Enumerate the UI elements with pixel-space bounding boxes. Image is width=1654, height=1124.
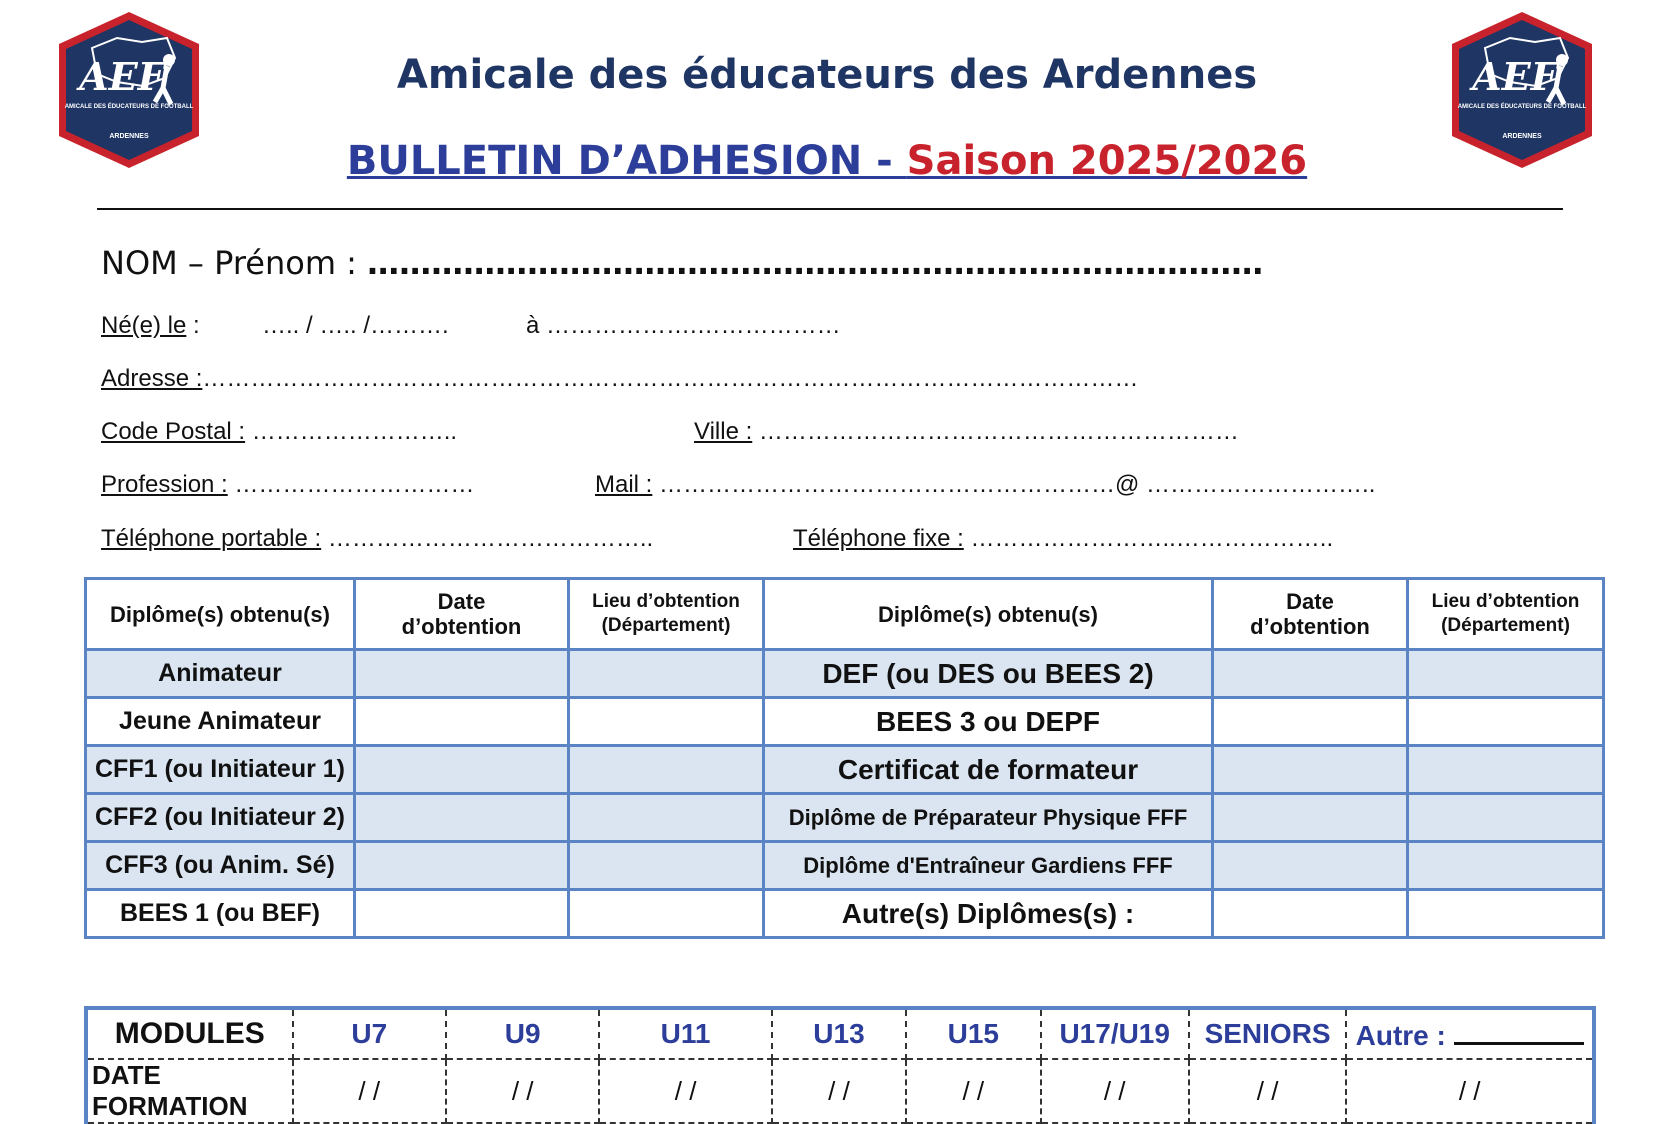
lieu-input-cell[interactable]	[569, 698, 764, 746]
adresse-label: Adresse :	[101, 365, 203, 392]
lieu-input-cell[interactable]	[569, 890, 764, 938]
lieu-input-cell[interactable]	[1408, 890, 1604, 938]
field-date-naissance[interactable]	[262, 312, 449, 340]
mail-label: Mail :	[595, 471, 653, 498]
ne-value: ….. / ….. /……….	[262, 312, 449, 339]
bulletin-prefix: BULLETIN D’ADHESION -	[346, 138, 907, 184]
diploma-cff2: CFF2 (ou Initiateur 2)	[86, 794, 355, 842]
field-telephone-fixe[interactable]	[793, 525, 1333, 553]
module-autre[interactable]: Autre :	[1346, 1008, 1594, 1059]
date-input-cell[interactable]	[355, 794, 569, 842]
svg-text:AEF: AEF	[1472, 54, 1558, 99]
table-row	[86, 842, 1604, 890]
tel-port-dots: …………………………………..	[321, 525, 654, 552]
module-u11: U11	[599, 1008, 771, 1059]
date-cell-u11[interactable]: / /	[599, 1059, 771, 1123]
lieu-input-cell[interactable]	[1408, 698, 1604, 746]
date-input-cell[interactable]	[1213, 890, 1408, 938]
date-input-cell[interactable]	[1213, 794, 1408, 842]
date-formation-label: DATE FORMATION	[86, 1059, 293, 1123]
lieu-input-cell[interactable]	[1408, 650, 1604, 698]
nom-prenom-label: NOM – Prénom :	[101, 244, 357, 282]
date-input-cell[interactable]	[355, 890, 569, 938]
diploma-animateur: Animateur	[86, 650, 355, 698]
diploma-cff1: CFF1 (ou Initiateur 1)	[86, 746, 355, 794]
field-lieu-naissance[interactable]	[526, 312, 841, 340]
date-cell-u17-u19[interactable]: / /	[1041, 1059, 1189, 1123]
header-date-right: Date d’obtention	[1213, 579, 1408, 650]
svg-text:AMICALE DES ÉDUCATEURS DE FOOT: AMICALE DES ÉDUCATEURS DE FOOTBALL	[64, 104, 194, 110]
table-row	[86, 698, 1604, 746]
module-u9: U9	[446, 1008, 599, 1059]
module-u17-u19: U17/U19	[1041, 1008, 1189, 1059]
diploma-bees3: BEES 3 ou DEPF	[764, 698, 1213, 746]
date-input-cell[interactable]	[355, 650, 569, 698]
diploma-certificat-formateur: Certificat de formateur	[764, 746, 1213, 794]
modules-date-row	[86, 1059, 1594, 1123]
diplomas-table	[84, 577, 1605, 939]
lieu-input-cell[interactable]	[1408, 842, 1604, 890]
date-input-cell[interactable]	[1213, 746, 1408, 794]
table-row	[86, 890, 1604, 938]
module-u13: U13	[772, 1008, 906, 1059]
date-input-cell[interactable]	[1213, 650, 1408, 698]
adresse-dots: ………………………………………………………………………………………………………	[202, 365, 1139, 392]
ne-label: Né(e) le	[101, 312, 187, 339]
lieu-input-cell[interactable]	[1408, 746, 1604, 794]
field-telephone-portable[interactable]	[101, 525, 653, 553]
tel-port-label: Téléphone portable :	[101, 525, 322, 552]
cp-label: Code Postal :	[101, 418, 246, 445]
mail-dots: …………………………………………………@ ………………………..	[652, 471, 1376, 498]
lieu-input-cell[interactable]	[569, 842, 764, 890]
date-input-cell[interactable]	[1213, 698, 1408, 746]
header-diplome-right: Diplôme(s) obtenu(s)	[764, 579, 1213, 650]
profession-label: Profession :	[101, 471, 228, 498]
lieu-input-cell[interactable]	[569, 794, 764, 842]
lieu-input-cell[interactable]	[569, 746, 764, 794]
org-title: Amicale des éducateurs des Ardennes	[396, 52, 1258, 98]
header-lieu-right: Lieu d’obtention (Département)	[1408, 579, 1604, 650]
field-nom-prenom[interactable]	[101, 244, 1263, 282]
lieu-input-cell[interactable]	[569, 650, 764, 698]
diploma-entraineur-gardiens: Diplôme d'Entraîneur Gardiens FFF	[764, 842, 1213, 890]
modules-header-row	[86, 1008, 1594, 1059]
date-cell-u9[interactable]: / /	[446, 1059, 599, 1123]
module-u15: U15	[906, 1008, 1040, 1059]
field-adresse[interactable]	[101, 365, 1138, 393]
autre-blank-line	[1454, 1016, 1584, 1045]
diploma-preparateur-physique: Diplôme de Préparateur Physique FFF	[764, 794, 1213, 842]
tel-fixe-label: Téléphone fixe :	[793, 525, 964, 552]
diploma-autres: Autre(s) Diplômes(s) :	[764, 890, 1213, 938]
nom-prenom-dots: …………………………………………………………………………	[367, 244, 1264, 282]
date-cell-u15[interactable]: / /	[906, 1059, 1040, 1123]
svg-text:ARDENNES: ARDENNES	[109, 133, 149, 140]
bulletin-season: Saison 2025/2026	[906, 138, 1308, 184]
ville-dots: ……………………………………………………	[752, 418, 1239, 445]
date-cell-u13[interactable]: / /	[772, 1059, 906, 1123]
field-profession[interactable]	[101, 471, 474, 499]
table-row	[86, 650, 1604, 698]
date-input-cell[interactable]	[355, 746, 569, 794]
module-seniors: SENIORS	[1189, 1008, 1346, 1059]
diploma-bees1: BEES 1 (ou BEF)	[86, 890, 355, 938]
ne-colon: :	[186, 312, 200, 339]
a-label: à ……………….………………	[526, 312, 841, 339]
diplomas-header-row	[86, 579, 1604, 650]
profession-dots: …………………………	[227, 471, 475, 498]
svg-text:ARDENNES: ARDENNES	[1502, 133, 1542, 140]
svg-text:AMICALE DES ÉDUCATEURS DE FOOT: AMICALE DES ÉDUCATEURS DE FOOTBALL	[1457, 104, 1587, 110]
svg-text:AEF: AEF	[79, 54, 165, 99]
modules-label: MODULES	[86, 1008, 293, 1059]
header-lieu-left: Lieu d’obtention (Département)	[569, 579, 764, 650]
date-input-cell[interactable]	[1213, 842, 1408, 890]
header-diplome-left: Diplôme(s) obtenu(s)	[86, 579, 355, 650]
date-cell-u7[interactable]: / /	[293, 1059, 446, 1123]
module-u7: U7	[293, 1008, 446, 1059]
field-naissance[interactable]	[101, 312, 200, 340]
cp-dots: ……………………..	[245, 418, 458, 445]
diploma-jeune-animateur: Jeune Animateur	[86, 698, 355, 746]
date-cell-autre[interactable]: / /	[1346, 1059, 1594, 1123]
date-cell-seniors[interactable]: / /	[1189, 1059, 1346, 1123]
date-input-cell[interactable]	[355, 698, 569, 746]
diploma-def: DEF (ou DES ou BEES 2)	[764, 650, 1213, 698]
table-row	[86, 746, 1604, 794]
date-input-cell[interactable]	[355, 842, 569, 890]
tel-fixe-dots: ……………………..………………..	[963, 525, 1334, 552]
table-row	[86, 794, 1604, 842]
header-date-left: Date d’obtention	[355, 579, 569, 650]
field-ville[interactable]	[694, 418, 1239, 446]
ville-label: Ville :	[694, 418, 753, 445]
bulletin-title	[0, 138, 1654, 184]
diploma-cff3: CFF3 (ou Anim. Sé)	[86, 842, 355, 890]
modules-table	[84, 1006, 1596, 1124]
field-code-postal[interactable]	[101, 418, 457, 446]
header-divider	[97, 208, 1563, 210]
field-mail[interactable]	[595, 471, 1375, 499]
lieu-input-cell[interactable]	[1408, 794, 1604, 842]
